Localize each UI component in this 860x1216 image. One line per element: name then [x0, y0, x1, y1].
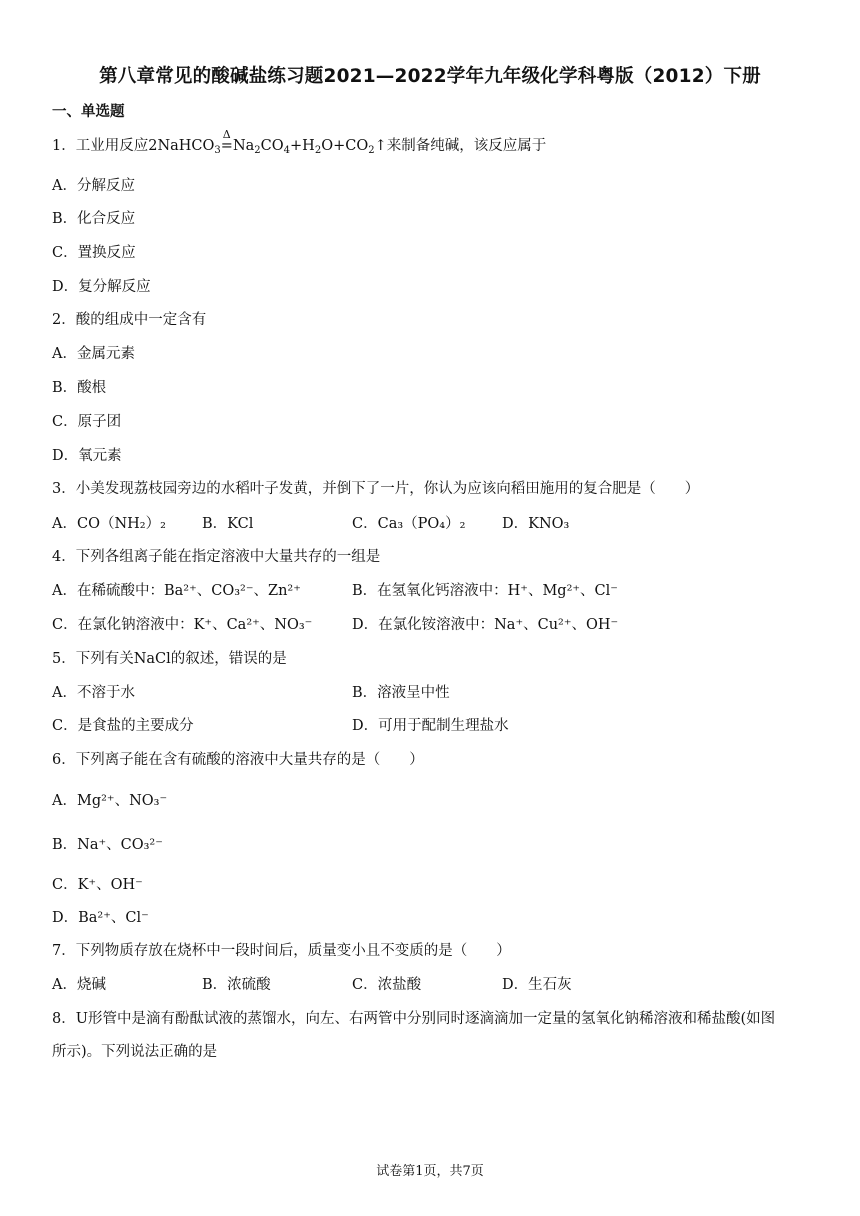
question-3: 3．小美发现荔枝园旁边的水稻叶子发黄，并倒下了一片，你认为应该向稻田施用的复合肥是（ ） — [52, 481, 700, 497]
question-8-continued: 所示)。下列说法正确的是 — [52, 1044, 218, 1060]
option: B．Na⁺、CO₃²⁻ — [52, 837, 163, 853]
option: A．CO（NH₂）₂ — [52, 516, 166, 532]
question-8: 8．U形管中是滴有酚酞试液的蒸馏水，向左、右两管中分别同时逐滴滴加一定量的氢氧化钠稀溶液和稀盐酸(如图 — [52, 1011, 776, 1027]
option: A．分解反应 — [52, 178, 135, 194]
option: D．复分解反应 — [52, 279, 151, 295]
option: C．置换反应 — [52, 245, 136, 261]
option: D．KNO₃ — [502, 516, 570, 532]
option: B．酸根 — [52, 380, 107, 396]
option: C．是食盐的主要成分 — [52, 718, 194, 734]
option: D．氧元素 — [52, 448, 122, 464]
option: B．溶液呈中性 — [352, 685, 450, 701]
question-1 — [52, 128, 547, 156]
equation: 2NaHCO$_3$ Δ $=Na_2CO_4+H_2O+CO_2↑$ — [148, 128, 387, 156]
question-text: 来制备纯碱，该反应属于 — [386, 138, 547, 154]
option: C．原子团 — [52, 414, 122, 430]
option: D．可用于配制生理盐水 — [352, 718, 509, 734]
page-footer: 试卷第1页，共7页 — [376, 1164, 484, 1179]
option: D．Ba²⁺、Cl⁻ — [52, 910, 149, 926]
option: B．化合反应 — [52, 211, 136, 227]
option: A．在稀硫酸中：Ba²⁺、CO₃²⁻、Zn²⁺ — [52, 583, 301, 599]
question-text: 工业用反应 — [75, 138, 149, 154]
question-6: 6．下列离子能在含有硫酸的溶液中大量共存的是（ ） — [52, 752, 424, 768]
question-7: 7．下列物质存放在烧杯中一段时间后，质量变小且不变质的是（ ） — [52, 943, 511, 959]
option: C．K⁺、OH⁻ — [52, 877, 143, 893]
option: A．金属元素 — [52, 346, 135, 362]
option: C．浓盐酸 — [352, 977, 422, 993]
option: D．生石灰 — [502, 977, 572, 993]
option: C．Ca₃（PO₄）₂ — [352, 516, 466, 532]
option: B．KCl — [202, 516, 254, 532]
option: D．在氯化铵溶液中：Na⁺、Cu²⁺、OH⁻ — [352, 617, 619, 633]
option: B．浓硫酸 — [202, 977, 271, 993]
option: B．在氢氧化钙溶液中：H⁺、Mg²⁺、Cl⁻ — [352, 583, 618, 599]
page-title: 第八章常见的酸碱盐练习题2021—2022学年九年级化学科粤版（2012）下册 — [99, 66, 761, 87]
option: A．烧碱 — [52, 977, 106, 993]
section-heading: 一、单选题 — [52, 104, 125, 120]
option: A．不溶于水 — [52, 685, 135, 701]
question-5: 5．下列有关NaCl的叙述，错误的是 — [52, 651, 287, 667]
option: A．Mg²⁺、NO₃⁻ — [52, 793, 168, 809]
question-number: 1． — [52, 138, 76, 154]
question-2: 2．酸的组成中一定含有 — [52, 312, 207, 328]
option: C．在氯化钠溶液中：K⁺、Ca²⁺、NO₃⁻ — [52, 617, 313, 633]
question-4: 4．下列各组离子能在指定溶液中大量共存的一组是 — [52, 549, 381, 565]
